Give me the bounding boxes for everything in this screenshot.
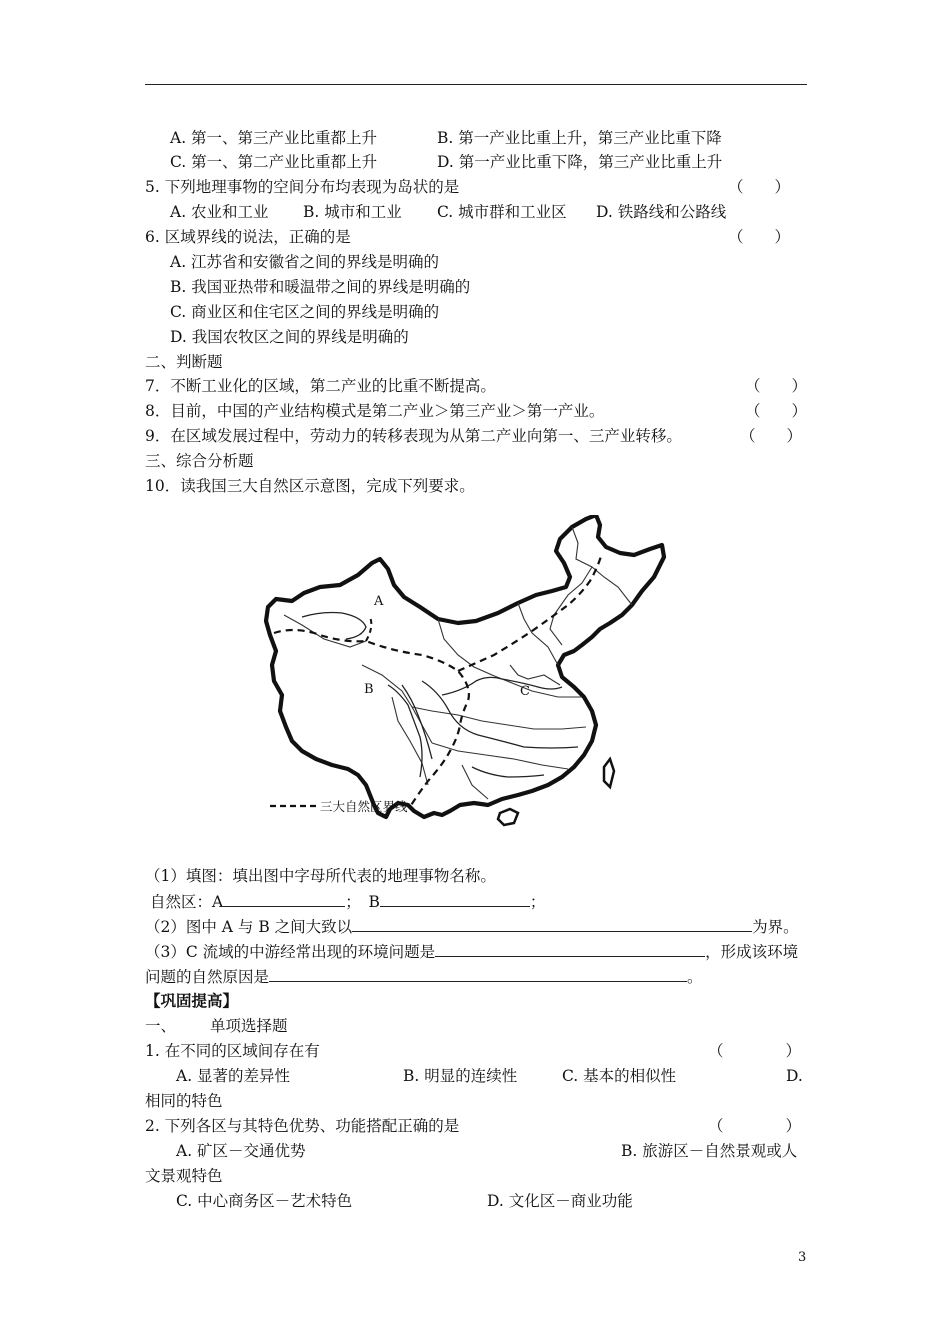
map-label-c: C	[520, 684, 530, 699]
header-rule	[145, 84, 807, 85]
q4-option-c: C. 第一、第二产业比重都上升	[170, 153, 378, 171]
q6-option-c: C. 商业区和住宅区之间的界线是明确的	[170, 303, 440, 321]
q10-sub1: （1）填图：填出图中字母所代表的地理事物名称。	[145, 867, 496, 885]
q6-stem: 6. 区域界线的说法，正确的是	[145, 228, 351, 246]
china-natural-regions-map	[262, 515, 672, 827]
q10-natural-area-label: 自然区：A	[150, 893, 224, 911]
answer-blank-natural-cause[interactable]	[269, 966, 687, 982]
c-q2-option-a: A. 矿区－交通优势	[176, 1142, 306, 1160]
c-q1-option-c: C. 基本的相似性	[562, 1067, 677, 1085]
q10-sub1-separator: ； B	[345, 893, 380, 911]
q10-sub2-prefix: （2）图中 A 与 B 之间大致以	[145, 918, 353, 936]
q6-option-a: A. 江苏省和安徽省之间的界线是明确的	[170, 253, 440, 271]
q4-option-d: D. 第一产业比重下降，第三产业比重上升	[437, 153, 723, 171]
q5-option-c: C. 城市群和工业区	[437, 203, 567, 221]
q6-option-d: D. 我国农牧区之间的界线是明确的	[170, 328, 409, 346]
answer-blank-b[interactable]	[380, 891, 530, 907]
c-q1-option-b: B. 明显的连续性	[403, 1067, 518, 1085]
q10-sub2	[145, 916, 799, 937]
answer-blank-environment-problem[interactable]	[435, 941, 705, 957]
page-number: 3	[798, 1250, 807, 1265]
q10-sub1-answer-line	[150, 891, 545, 912]
q10-sub3-line2	[145, 966, 703, 987]
c-q2-option-c: C. 中心商务区－艺术特色	[176, 1192, 353, 1210]
map-label-a: A	[374, 594, 384, 609]
q9-stem: 9．在区域发展过程中，劳动力的转移表现为从第二产业向第一、三产业转移。	[145, 427, 682, 445]
c-q2-stem: 2. 下列各区与其特色优势、功能搭配正确的是	[145, 1117, 460, 1135]
q5-option-a: A. 农业和工业	[170, 203, 269, 221]
region-boundary-dashed	[274, 630, 469, 807]
q8-answer-paren: （ ）	[745, 402, 808, 420]
q9-answer-paren: （ ）	[740, 427, 803, 445]
q7-stem: 7．不断工业化的区域，第二产业的比重不断提高。	[145, 377, 496, 395]
q10-sub3-prefix: （3）C 流域的中游经常出现的环境问题是	[145, 943, 436, 961]
c-q2-option-b: B. 旅游区－自然景观或人	[621, 1142, 798, 1160]
consolidate-heading: 【巩固提高】	[145, 991, 239, 1010]
c-q1-option-d: D.	[786, 1067, 803, 1085]
c-q2-answer-paren: （ ）	[708, 1117, 802, 1135]
consolidate-section1-number: 一、	[145, 1017, 177, 1035]
q6-option-b: B. 我国亚热带和暖温带之间的界线是明确的	[170, 278, 471, 296]
q10-sub3-line2-prefix: 问题的自然原因是	[145, 968, 270, 986]
map-label-b: B	[364, 682, 374, 697]
q5-option-b: B. 城市和工业	[303, 203, 402, 221]
q8-stem: 8．目前，中国的产业结构模式是第二产业＞第三产业＞第一产业。	[145, 402, 605, 420]
q6-answer-paren: （ ）	[728, 228, 791, 246]
c-q2-option-d: D. 文化区－商业功能	[487, 1192, 633, 1210]
c-q1-option-d-continued: 相同的特色	[145, 1092, 223, 1110]
c-q1-option-a: A. 显著的差异性	[176, 1067, 291, 1085]
answer-blank-boundary[interactable]	[352, 916, 752, 932]
q10-sub2-suffix: 为界。	[752, 918, 799, 936]
section-analysis-heading: 三、综合分析题	[145, 452, 254, 470]
q5-answer-paren: （ ）	[728, 178, 791, 196]
q10-sub3-middle: ，形成该环境	[705, 943, 799, 961]
c-q1-answer-paren: （ ）	[708, 1042, 802, 1060]
c-q2-option-b-continued: 文景观特色	[145, 1167, 223, 1185]
q5-option-d: D. 铁路线和公路线	[596, 203, 727, 221]
q4-option-b: B. 第一产业比重上升，第三产业比重下降	[437, 129, 722, 147]
q10-sub1-end: ；	[529, 893, 546, 911]
q10-sub3-line2-end: 。	[687, 968, 703, 986]
consolidate-section1-title: 单项选择题	[210, 1017, 288, 1035]
c-q1-stem: 1. 在不同的区域间存在有	[145, 1042, 320, 1060]
q7-answer-paren: （ ）	[745, 377, 808, 395]
taiwan-island	[604, 759, 614, 787]
q10-stem: 10．读我国三大自然区示意图，完成下列要求。	[145, 477, 475, 495]
q4-option-a: A. 第一、第三产业比重都上升	[170, 129, 378, 147]
q10-sub3	[145, 941, 798, 962]
q5-stem: 5. 下列地理事物的空间分布均表现为岛状的是	[145, 178, 460, 196]
hainan-island	[498, 809, 518, 825]
section-judgement-heading: 二、判断题	[145, 353, 223, 371]
legend-label: 三大自然区界线	[320, 799, 408, 814]
answer-blank-a[interactable]	[223, 891, 345, 907]
